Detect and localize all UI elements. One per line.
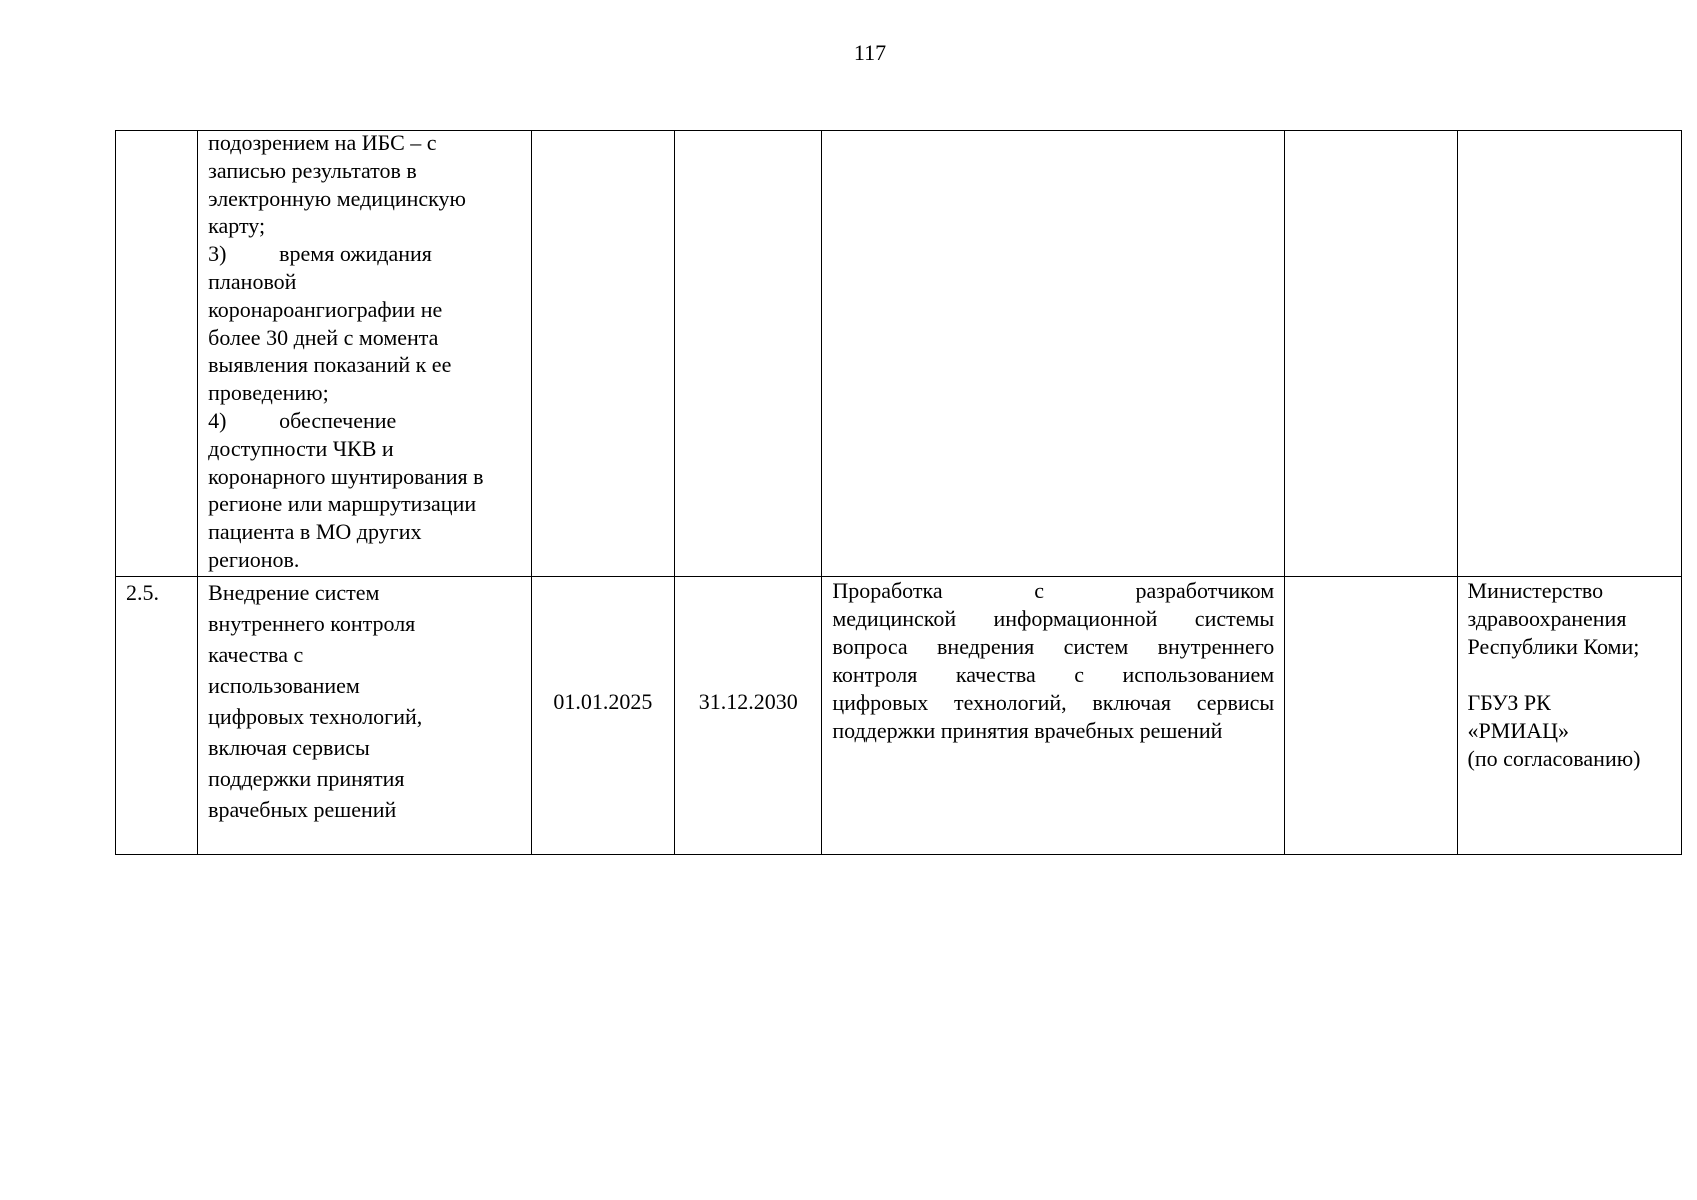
table-row	[116, 131, 1682, 577]
table-row	[116, 577, 1682, 855]
description-line: поддержки принятия	[208, 766, 405, 791]
responsible-line: (по согласованию)	[1467, 746, 1641, 771]
description-line: врачебных решений	[208, 797, 397, 822]
description-line: доступности ЧКВ и	[208, 435, 394, 461]
description-line: электронную медицинскую	[208, 185, 466, 211]
description-line: внутреннего контроля	[208, 611, 416, 636]
result-line: Проработка с разработчиком	[832, 578, 1275, 603]
spacer	[1468, 661, 1671, 689]
description-line: регионе или маршрутизации	[208, 491, 477, 517]
description-line: проведению;	[208, 380, 329, 406]
responsible-line: здравоохранения	[1467, 606, 1627, 631]
cell-indicator	[1285, 577, 1457, 855]
cell-end-date	[675, 131, 822, 577]
description-line: Внедрение систем	[208, 580, 380, 605]
responsible-line: ГБУЗ РК	[1467, 690, 1551, 715]
description-line: включая сервисы	[208, 735, 370, 760]
activities-table	[115, 130, 1682, 855]
list-item-text: обеспечение	[279, 407, 397, 433]
description-line: плановой	[208, 268, 297, 294]
result-line: поддержки принятия врачебных решений	[832, 718, 1223, 743]
description-line: качества с	[208, 642, 304, 667]
end-date: 31.12.2030	[698, 688, 798, 714]
description-line: использованием	[208, 673, 360, 698]
result-line: цифровых технологий, включая сервисы	[832, 690, 1275, 715]
description-line: коронарного шунтирования в	[208, 463, 484, 489]
list-item-text: время ожидания	[279, 241, 432, 267]
responsible-line: Министерство	[1467, 578, 1604, 603]
result-line: медицинской информационной системы	[832, 606, 1275, 631]
cell-responsible	[1457, 131, 1681, 577]
list-item	[208, 240, 521, 268]
description-line: записью результатов в	[208, 157, 417, 183]
cell-indicator	[1285, 131, 1457, 577]
description-line: пациента в МО других	[208, 519, 422, 545]
responsible-line: «РМИАЦ»	[1467, 718, 1569, 743]
description-line: выявления показаний к ее	[208, 352, 452, 378]
cell-responsible	[1457, 577, 1681, 855]
cell-description	[198, 131, 532, 577]
description-line: карту;	[208, 213, 266, 239]
description-line: более 30 дней с момента	[208, 324, 439, 350]
list-item-number: 3)	[208, 241, 227, 267]
cell-number	[116, 131, 198, 577]
description-line: коронароангиографии не	[208, 296, 443, 322]
description-line: подозрением на ИБС – с	[208, 130, 437, 155]
page-number: 117	[853, 40, 887, 65]
result-line: контроля качества с использованием	[832, 662, 1275, 687]
cell-start-date	[531, 131, 674, 577]
description-line: цифровых технологий,	[208, 704, 423, 729]
list-item-number: 4)	[208, 407, 227, 433]
cell-result	[822, 577, 1285, 855]
description-line: регионов.	[208, 546, 300, 572]
cell-number	[116, 577, 198, 855]
cell-end-date	[675, 577, 822, 855]
result-line: вопроса внедрения систем внутреннего	[832, 634, 1275, 659]
cell-result	[822, 131, 1285, 577]
item-number: 2.5.	[126, 580, 159, 605]
responsible-line: Республики Коми;	[1467, 634, 1640, 659]
cell-description	[198, 577, 532, 855]
list-item	[208, 407, 521, 435]
cell-start-date	[531, 577, 674, 855]
start-date: 01.01.2025	[553, 688, 653, 714]
